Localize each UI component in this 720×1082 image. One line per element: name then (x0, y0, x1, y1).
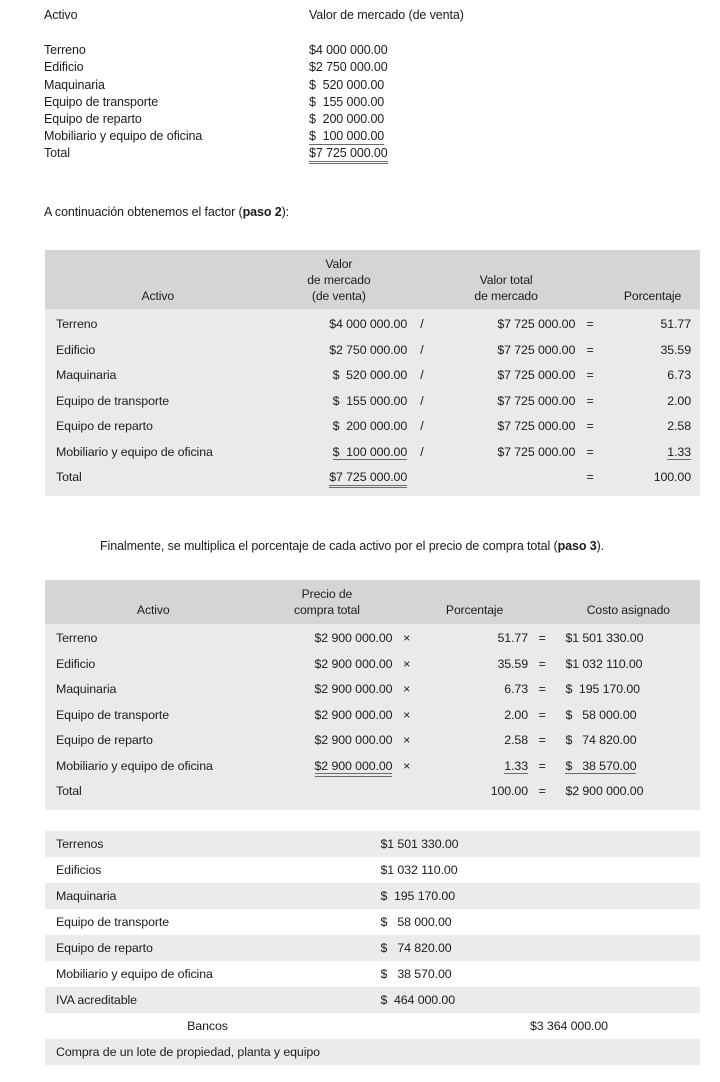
table-row (45, 753, 700, 779)
double-underlined-amount: $2 900 000.00 (314, 758, 393, 773)
assigned-cost-table (45, 580, 700, 810)
purchase-price: $2 900 000.00 (314, 631, 393, 646)
journal-account-name: Equipo de transporte (56, 915, 170, 929)
header-asset (45, 257, 271, 273)
asset-name: Mobiliario y equipo de oficina (56, 444, 213, 459)
assigned-cost-value: $ 195 170.00 (565, 682, 640, 697)
market-value-list-header (44, 8, 684, 25)
percentage-value: 2.00 (504, 707, 528, 722)
asset-market-value: $2 750 000.00 (309, 60, 388, 75)
asset-name: Equipo de reparto (56, 419, 153, 434)
header-spacer-op1b (392, 603, 420, 619)
table-total-row (45, 779, 700, 805)
total-market-value: $7 725 000.00 (497, 419, 576, 434)
underlined-amount: $ 100 000.00 (332, 444, 408, 459)
market-value: $ 155 000.00 (332, 393, 408, 408)
paragraph-step-3-before: Finalmente, se multiplica el porcentaje de cada activo por el precio de compra total ( (100, 539, 558, 553)
journal-row (45, 909, 700, 935)
list-item (44, 112, 684, 129)
equals-operator: = (538, 758, 546, 773)
paragraph-step-3-bold: paso 3 (557, 539, 597, 553)
percentage-value (421, 759, 528, 773)
header-asset-spacer2 (45, 273, 271, 289)
asset-name: Terreno (56, 317, 98, 332)
percentage-value: 51.77 (497, 631, 528, 646)
asset-name: Terreno (56, 631, 98, 646)
asset-name: Equipo de transporte (56, 707, 170, 722)
divide-operator: / (420, 393, 424, 408)
journal-row (45, 961, 700, 987)
factor-table (45, 250, 700, 496)
equals-operator: = (586, 393, 594, 408)
percentage-value: 35.59 (660, 342, 691, 357)
header-percentage-label: Porcentaje (623, 288, 682, 303)
header-spacer-op1 (407, 257, 437, 273)
asset-name: Terreno (44, 43, 86, 58)
equals-operator: = (586, 444, 594, 459)
journal-debit-amount: $1 032 110.00 (380, 863, 458, 877)
table-row (45, 439, 700, 465)
equals-operator: = (538, 682, 546, 697)
journal-row (45, 883, 700, 909)
assigned-cost-table-header (45, 580, 700, 624)
paragraph-step-2-before: A continuación obtenemos el factor ( (44, 205, 243, 219)
header-percentage-spacer (421, 587, 528, 603)
table-row (45, 626, 700, 652)
list-item (44, 43, 684, 60)
journal-row (45, 857, 700, 883)
total-assigned-cost: $2 900 000.00 (565, 784, 644, 799)
table-row (45, 702, 700, 728)
journal-credit-account-name: Bancos (187, 1019, 228, 1033)
total-market-value: $7 725 000.00 (497, 317, 576, 332)
list-item (44, 129, 684, 146)
table-total-row (45, 464, 700, 490)
asset-name: Edificio (44, 60, 84, 75)
journal-account-name: Mobiliario y equipo de oficina (56, 967, 213, 981)
divide-operator: / (420, 444, 424, 459)
assigned-cost-value (556, 759, 700, 773)
purchase-price: $2 900 000.00 (314, 656, 393, 671)
percentage-value: 6.73 (504, 682, 528, 697)
header-spacer-op2 (528, 587, 556, 603)
list-spacer (44, 25, 684, 43)
purchase-price: $2 900 000.00 (314, 707, 393, 722)
factor-table-body (45, 309, 700, 496)
double-underlined-total: $7 725 000.00 (329, 470, 408, 485)
asset-name: Equipo de reparto (56, 733, 153, 748)
header-total-market-line2: de mercado (474, 288, 538, 303)
total-market-value: $7 725 000.00 (497, 342, 576, 357)
asset-name: Maquinaria (44, 77, 105, 92)
journal-account-name: Terrenos (56, 837, 104, 851)
asset-name: Mobiliario y equipo de oficina (44, 129, 203, 144)
percentage-value: 6.73 (667, 368, 691, 383)
asset-name: Equipo de transporte (56, 393, 170, 408)
journal-credit-amount: $3 364 000.00 (530, 1019, 608, 1033)
multiply-operator: × (403, 707, 411, 722)
underlined-percentage: 1.33 (667, 444, 691, 459)
table-row (45, 362, 700, 388)
asset-name: Equipo de reparto (44, 111, 142, 126)
journal-debit-amount: $ 38 570.00 (380, 967, 452, 981)
market-value: $4 000 000.00 (329, 317, 408, 332)
header-market-value-line1: Valor (325, 257, 353, 271)
equals-operator: = (586, 342, 594, 357)
column-header-asset: Activo (44, 8, 78, 22)
market-value: $2 750 000.00 (329, 342, 408, 357)
paragraph-step-2-after: ): (281, 205, 290, 219)
multiply-operator: × (403, 733, 411, 748)
asset-name: Maquinaria (56, 368, 117, 383)
factor-table-header (45, 250, 700, 309)
total-label: Total (56, 470, 82, 485)
list-item (44, 95, 684, 112)
multiply-operator: × (403, 682, 411, 697)
list-item (44, 78, 684, 95)
header-spacer-op2c (575, 289, 605, 305)
journal-account-name: Equipo de reparto (56, 941, 153, 955)
paragraph-step-2 (44, 205, 289, 219)
percentage-value: 35.59 (497, 656, 528, 671)
asset-market-value: $ 200 000.00 (309, 111, 385, 126)
header-market-value-line2: de mercado (307, 272, 371, 287)
journal-entry-table (45, 831, 700, 1065)
total-market-value (271, 470, 408, 484)
multiply-operator: × (403, 631, 411, 646)
multiply-operator: × (403, 758, 411, 773)
header-spacer-op1b (407, 273, 437, 289)
market-value-list (44, 8, 684, 164)
header-asset-label: Activo (136, 602, 170, 617)
equals-operator: = (586, 470, 594, 485)
paragraph-step-2-bold: paso 2 (242, 205, 282, 219)
table-row (45, 677, 700, 703)
multiply-operator: × (403, 656, 411, 671)
purchase-price: $2 900 000.00 (314, 682, 393, 697)
header-asset-label: Activo (141, 288, 175, 303)
header-spacer-op2b (575, 273, 605, 289)
total-market-value: $7 725 000.00 (497, 444, 576, 459)
asset-name: Mobiliario y equipo de oficina (56, 758, 213, 773)
column-header-market-value: Valor de mercado (de venta) (309, 8, 464, 22)
total-percentage: 100.00 (490, 784, 528, 799)
total-market-value: $7 725 000.00 (497, 368, 576, 383)
header-purchase-price-line2: compra total (294, 602, 360, 617)
asset-market-value: $ 155 000.00 (309, 94, 385, 109)
divide-operator: / (420, 368, 424, 383)
asset-name: Maquinaria (56, 682, 117, 697)
equals-operator: = (538, 784, 546, 799)
equals-operator: = (538, 656, 546, 671)
total-percentage: 100.00 (653, 470, 691, 485)
header-assigned-cost-spacer (557, 587, 700, 603)
percentage-value: 2.58 (504, 733, 528, 748)
assigned-cost-table-body (45, 624, 700, 811)
total-market-value: $7 725 000.00 (497, 393, 576, 408)
header-spacer-op1c (407, 289, 437, 305)
journal-debit-amount: $ 74 820.00 (380, 941, 452, 955)
table-row (45, 413, 700, 439)
percentage-value: 2.00 (667, 393, 691, 408)
equals-operator: = (586, 317, 594, 332)
underlined-amount: $ 38 570.00 (565, 758, 637, 773)
journal-credit-row (45, 1013, 700, 1039)
asset-name: Edificio (56, 342, 96, 357)
total-label: Total (56, 784, 82, 799)
market-value: $ 200 000.00 (332, 419, 408, 434)
percentage-value (605, 445, 700, 459)
equals-operator: = (538, 631, 546, 646)
purchase-price (262, 759, 393, 773)
percentage-value: 2.58 (667, 419, 691, 434)
paragraph-step-3-after: ). (596, 539, 605, 553)
journal-debit-amount: $1 501 330.00 (380, 837, 459, 851)
equals-operator: = (586, 419, 594, 434)
header-purchase-price-line1: Precio de (301, 587, 353, 601)
list-item (44, 60, 684, 77)
paragraph-step-3 (100, 539, 604, 553)
header-percentage-spacer (605, 257, 700, 273)
table-row (45, 337, 700, 363)
table-row (45, 388, 700, 414)
journal-account-name: Edificios (56, 863, 102, 877)
assigned-cost-value: $ 58 000.00 (565, 707, 637, 722)
table-row (45, 651, 700, 677)
journal-row (45, 935, 700, 961)
assigned-cost-value: $1 501 330.00 (565, 631, 644, 646)
equals-operator: = (538, 733, 546, 748)
total-market-value (309, 146, 454, 160)
header-percentage-label: Porcentaje (445, 602, 504, 617)
assigned-cost-value: $1 032 110.00 (565, 656, 643, 671)
market-value: $ 520 000.00 (332, 368, 408, 383)
header-total-market-spacer (437, 257, 576, 273)
market-value (271, 445, 408, 459)
journal-debit-amount: $ 195 170.00 (380, 889, 455, 903)
equals-operator: = (586, 368, 594, 383)
journal-account-name: Maquinaria (56, 889, 117, 903)
asset-market-value: $ 520 000.00 (309, 77, 385, 92)
asset-name: Edificio (56, 656, 96, 671)
journal-row (45, 987, 700, 1013)
table-row (45, 311, 700, 337)
journal-description: Compra de un lote de propiedad, planta y equipo (56, 1045, 320, 1059)
journal-debit-amount: $ 58 000.00 (380, 915, 452, 929)
underlined-amount: $ 100 000.00 (309, 129, 385, 144)
percentage-value: 51.77 (660, 317, 691, 332)
purchase-price: $2 900 000.00 (314, 733, 393, 748)
total-label: Total (44, 146, 70, 161)
equals-operator: = (538, 707, 546, 722)
journal-row (45, 831, 700, 857)
header-market-value-line3: (de venta) (311, 288, 366, 303)
underlined-percentage: 1.33 (504, 758, 528, 773)
asset-market-value (309, 129, 454, 143)
list-total-row (44, 146, 684, 163)
header-percentage-spacer2 (605, 273, 700, 289)
header-spacer-op2 (575, 257, 605, 273)
divide-operator: / (420, 419, 424, 434)
header-asset-spacer (45, 587, 261, 603)
divide-operator: / (420, 342, 424, 357)
table-row (45, 728, 700, 754)
asset-market-value: $4 000 000.00 (309, 43, 388, 58)
journal-account-name: IVA acreditable (56, 993, 137, 1007)
journal-description-row (45, 1039, 700, 1065)
header-spacer-op1 (392, 587, 420, 603)
header-spacer-op2b (528, 603, 556, 619)
divide-operator: / (420, 317, 424, 332)
journal-debit-amount: $ 464 000.00 (380, 993, 455, 1007)
assigned-cost-value: $ 74 820.00 (565, 733, 637, 748)
asset-name: Equipo de transporte (44, 94, 159, 109)
header-total-market-line1: Valor total (479, 272, 533, 287)
double-underlined-total: $7 725 000.00 (309, 146, 388, 161)
header-assigned-cost-label: Costo asignado (586, 602, 670, 617)
